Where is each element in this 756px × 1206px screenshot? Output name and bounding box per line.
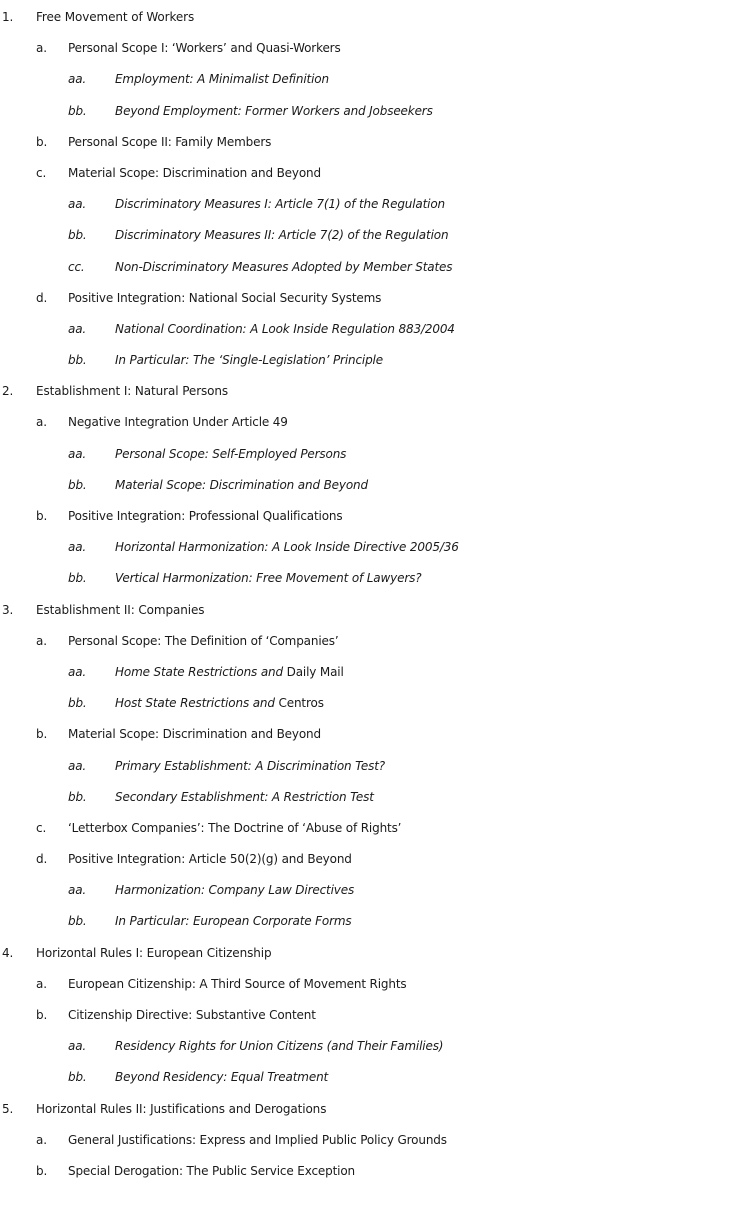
toc-subsubsection (0, 470, 756, 501)
subsubsection-label: bb. (68, 1070, 87, 1085)
subsubsection-label: aa. (68, 321, 87, 336)
subsubsection-title: National Coordination: A Look Inside Regulation 883/2004 (115, 321, 455, 336)
subsubsection-label: aa. (68, 72, 87, 87)
subsection-letter: b. (36, 509, 48, 523)
subsubsection-title: In Particular: The ‘Single-Legislation’ Principle (115, 353, 383, 368)
subsubsection-label: bb. (68, 103, 87, 118)
subsubsection-label: bb. (68, 696, 87, 711)
toc-subsubsection (0, 751, 756, 782)
subsubsection-label: cc. (68, 259, 85, 274)
toc-subsection (0, 1156, 756, 1187)
section-number: 1. (2, 10, 14, 24)
subsubsection-title: Material Scope: Discrimination and Beyond (115, 477, 368, 492)
section-title: Free Movement of Workers (36, 10, 195, 24)
toc-subsubsection (0, 906, 756, 937)
toc-subsection (0, 283, 756, 314)
section-title: Horizontal Rules II: Justifications and Derogations (36, 1101, 327, 1116)
toc-subsubsection (0, 64, 756, 95)
subsubsection-title: In Particular: European Corporate Forms (115, 914, 352, 929)
toc-subsection (0, 33, 756, 64)
toc-subsubsection (0, 439, 756, 470)
subsubsection-title: Personal Scope: Self-Employed Persons (115, 446, 347, 461)
subsection-letter: b. (36, 1163, 48, 1178)
subsection-letter: d. (36, 852, 48, 867)
subsubsection-title: Discriminatory Measures I: Article 7(1) of the Regulation (115, 197, 446, 212)
subsubsection-label: bb. (68, 914, 87, 929)
subsubsection-title: Beyond Residency: Equal Treatment (115, 1070, 329, 1085)
section-number: 2. (2, 384, 14, 399)
subsubsection-label: aa. (68, 197, 87, 212)
toc-subsection (0, 813, 756, 844)
subsection-title: European Citizenship: A Third Source of Movement Rights (68, 976, 407, 991)
case-name: Daily Mail (286, 664, 344, 679)
subsection-title: Positive Integration: Professional Qualifications (68, 509, 343, 523)
subsubsection-title: Harmonization: Company Law Directives (115, 883, 355, 898)
subsubsection-title: Non-Discriminatory Measures Adopted by Member States (115, 259, 453, 274)
subsection-title: General Justifications: Express and Implied Public Policy Grounds (68, 1132, 447, 1147)
toc-subsection (0, 158, 756, 189)
toc-subsection (0, 127, 756, 158)
subsubsection-title: Discriminatory Measures II: Article 7(2) of the Regulation (115, 228, 449, 243)
subsection-letter: a. (36, 976, 47, 991)
toc-subsubsection (0, 314, 756, 345)
toc-subsubsection (0, 563, 756, 594)
toc-section-heading (0, 2, 756, 33)
subsubsection-label: aa. (68, 883, 87, 898)
subsection-letter: a. (36, 41, 47, 56)
subsection-title: Personal Scope: The Definition of ‘Companies’ (68, 633, 339, 648)
subsection-title: Personal Scope I: ‘Workers’ and Quasi-Workers (68, 41, 341, 56)
subsection-title: Material Scope: Discrimination and Beyond (68, 165, 321, 180)
section-title: Establishment I: Natural Persons (36, 384, 229, 399)
subsection-letter: b. (36, 134, 48, 149)
subsection-title: Personal Scope II: Family Members (68, 134, 272, 149)
subsubsection-title: Secondary Establishment: A Restriction Test (115, 789, 374, 804)
toc-subsubsection (0, 96, 756, 127)
subsection-letter: a. (36, 633, 47, 648)
subsubsection-label: aa. (68, 540, 87, 555)
toc-subsubsection (0, 875, 756, 906)
toc-subsubsection (0, 252, 756, 283)
toc-subsection (0, 626, 756, 657)
subsection-letter: d. (36, 290, 48, 305)
subsection-title: Negative Integration Under Article 49 (68, 415, 288, 430)
toc-subsection (0, 1125, 756, 1156)
toc-subsection (0, 844, 756, 875)
subsubsection-title: Employment: A Minimalist Definition (115, 72, 329, 87)
subsubsection-title: Horizontal Harmonization: A Look Inside Directive 2005/36 (115, 540, 459, 555)
toc-subsubsection (0, 688, 756, 719)
subsection-title: Special Derogation: The Public Service Exception (68, 1163, 355, 1178)
section-number: 3. (2, 602, 14, 617)
subsubsection-label: bb. (68, 571, 87, 586)
subsubsection-label: bb. (68, 477, 87, 492)
toc-subsubsection (0, 345, 756, 376)
section-title: Horizontal Rules I: European Citizenship (36, 945, 272, 960)
subsubsection-label: aa. (68, 664, 87, 679)
subsubsection-label: bb. (68, 789, 87, 804)
toc-subsection (0, 501, 756, 532)
toc-subsubsection (0, 220, 756, 251)
subsubsection-title: Host State Restrictions and (115, 696, 275, 711)
toc-subsubsection (0, 1031, 756, 1062)
toc-section-heading (0, 595, 756, 626)
subsection-title: ‘Letterbox Companies’: The Doctrine of ‘Abuse of Rights’ (68, 820, 402, 835)
subsubsection-label: aa. (68, 1039, 87, 1054)
subsubsection-title: Home State Restrictions and (115, 664, 283, 679)
section-title: Establishment II: Companies (36, 602, 205, 617)
subsection-title: Citizenship Directive: Substantive Content (68, 1008, 316, 1022)
toc-subsubsection (0, 532, 756, 563)
subsection-letter: a. (36, 1132, 47, 1147)
subsubsection-label: bb. (68, 228, 87, 243)
subsubsection-label: aa. (68, 758, 87, 773)
toc-subsection (0, 407, 756, 438)
toc-subsubsection (0, 189, 756, 220)
subsection-letter: a. (36, 415, 47, 430)
section-number: 5. (2, 1101, 14, 1116)
toc-subsubsection (0, 782, 756, 813)
toc-section-heading (0, 1094, 756, 1125)
toc-section-heading (0, 376, 756, 407)
subsubsection-label: bb. (68, 353, 87, 368)
table-of-contents (0, 2, 756, 1187)
section-number: 4. (2, 945, 14, 960)
toc-subsection (0, 1000, 756, 1031)
subsubsection-title: Vertical Harmonization: Free Movement of Lawyers? (115, 571, 422, 586)
toc-subsubsection (0, 1062, 756, 1093)
toc-subsection (0, 969, 756, 1000)
subsubsection-title: Primary Establishment: A Discrimination Test? (115, 758, 385, 773)
case-name: Centros (278, 696, 324, 711)
toc-subsection (0, 719, 756, 750)
toc-subsubsection (0, 657, 756, 688)
subsection-title: Material Scope: Discrimination and Beyond (68, 727, 321, 742)
subsection-title: Positive Integration: Article 50(2)(g) and Beyond (68, 852, 352, 867)
subsubsection-label: aa. (68, 446, 87, 461)
subsubsection-title: Beyond Employment: Former Workers and Jobseekers (115, 103, 433, 118)
toc-section-heading (0, 938, 756, 969)
subsection-letter: c. (36, 820, 47, 835)
subsection-letter: b. (36, 1008, 48, 1022)
subsection-title: Positive Integration: National Social Security Systems (68, 290, 382, 305)
subsection-letter: b. (36, 727, 48, 742)
subsection-letter: c. (36, 165, 47, 180)
subsubsection-title: Residency Rights for Union Citizens (and Their Families) (115, 1039, 444, 1054)
